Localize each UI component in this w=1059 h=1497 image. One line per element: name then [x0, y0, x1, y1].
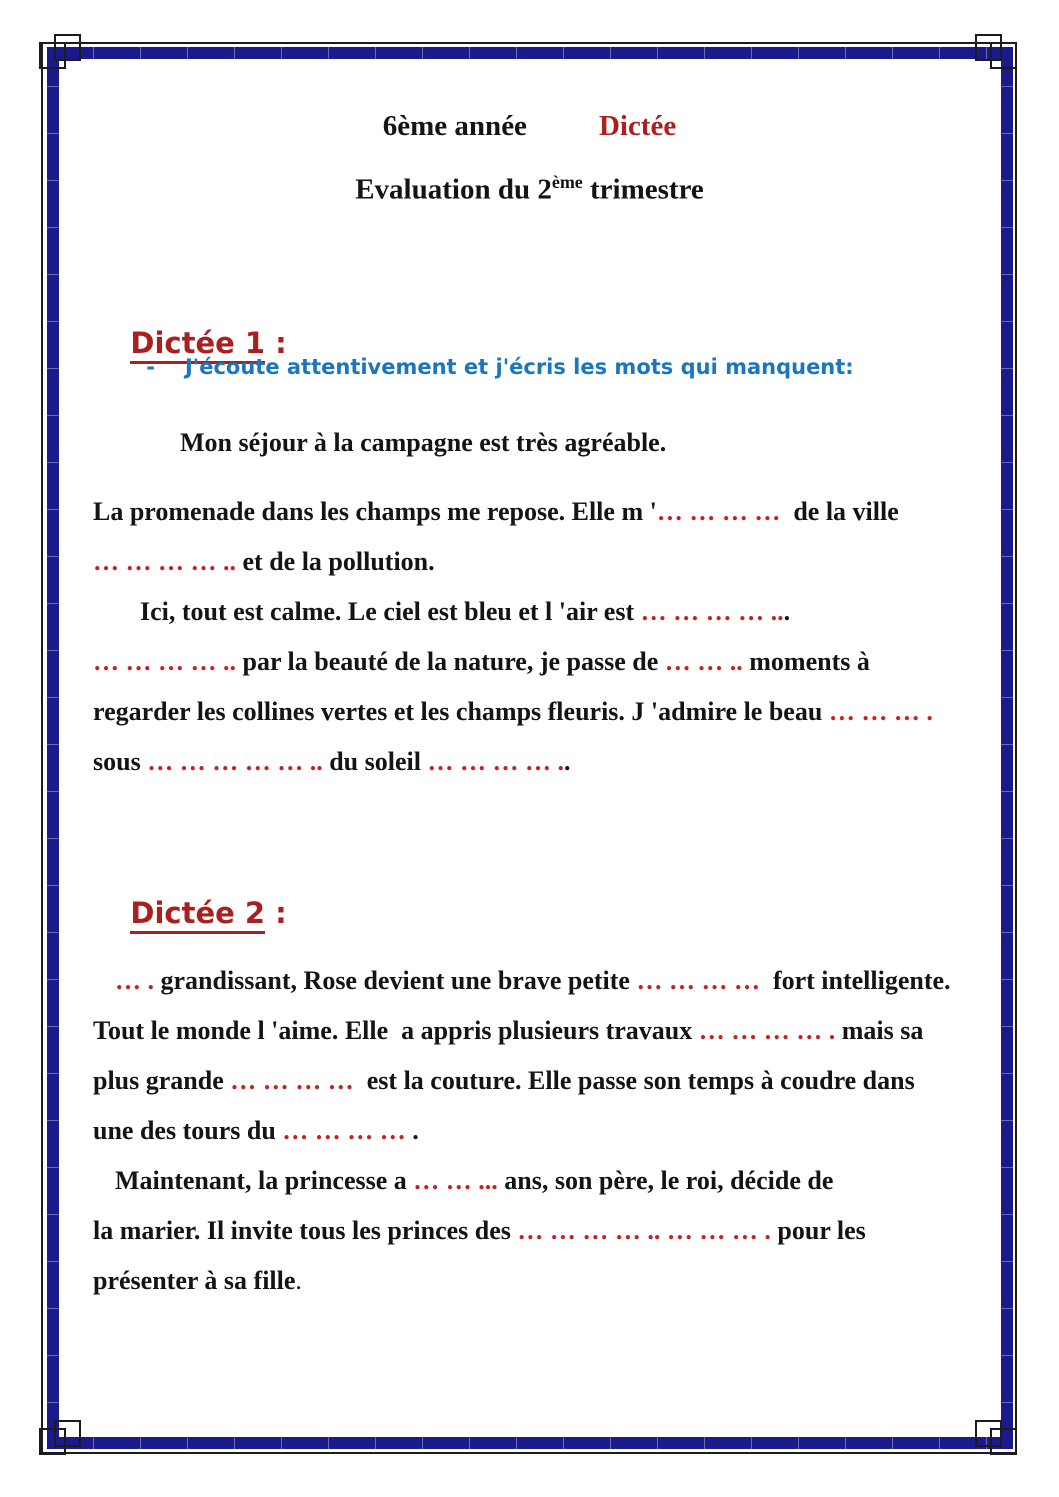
dictee1-instruction-text: J'écoute attentivement et j'écris les mots qui manquent: — [184, 355, 854, 379]
text-segment: du soleil — [322, 747, 428, 776]
border-corner-square-icon — [990, 1428, 1017, 1455]
page-border-band-left — [47, 47, 59, 1449]
text-segment: présenter à sa fille — [93, 1266, 296, 1295]
text-segment: . — [563, 747, 571, 776]
page-border-band-right — [1001, 47, 1013, 1449]
dictee2-heading-label: Dictée 2 — [130, 896, 265, 934]
blank-dots: … … … … . — [698, 1016, 836, 1045]
evaluation-subtitle — [0, 172, 1059, 207]
text-line — [93, 1006, 951, 1056]
border-corner-square-icon — [975, 1420, 1002, 1447]
text-line — [93, 1056, 951, 1106]
text-line — [93, 687, 933, 737]
blank-dots: … … … … — [282, 1116, 406, 1145]
text-line — [93, 1156, 951, 1206]
blank-dots: … … … … .. — [93, 547, 236, 576]
text-segment: . — [295, 1266, 302, 1295]
text-line — [93, 1256, 951, 1306]
text-segment: et de la pollution. — [236, 547, 435, 576]
evaluation-prefix: Evaluation du 2 — [355, 173, 552, 206]
text-line — [93, 737, 933, 787]
dictee2-heading-colon: : — [265, 896, 287, 930]
text-segment: une des tours du — [93, 1116, 283, 1145]
dictee1-paragraph — [93, 487, 933, 787]
text-segment: La promenade dans les champs me repose. Elle m ' — [93, 497, 657, 526]
text-line — [93, 487, 933, 537]
text-segment: mais sa — [835, 1016, 924, 1045]
list-dash: - — [146, 355, 155, 379]
text-line — [93, 587, 933, 637]
text-line — [93, 1206, 951, 1256]
text-segment: pour les — [770, 1216, 866, 1245]
text-segment: la marier. Il invite tous les princes des — [93, 1216, 518, 1245]
text-segment: plus grande — [93, 1066, 231, 1095]
blank-dots: … … … … .. — [93, 647, 236, 676]
text-segment: grandissant, Rose devient une brave petite — [160, 966, 637, 995]
blank-dots: … … … … — [636, 966, 760, 995]
blank-dots: … … … … — [230, 1066, 361, 1095]
text-segment: par la beauté de la nature, je passe de — [236, 647, 665, 676]
blank-dots: … … … … . — [427, 747, 564, 776]
text-segment: Tout le monde l 'aime. Elle a appris plusieurs travaux — [93, 1016, 699, 1045]
dictee2-paragraph — [93, 956, 951, 1306]
text-line — [93, 637, 933, 687]
text-segment: . — [783, 597, 791, 626]
text-segment: fort intelligente. — [759, 966, 951, 995]
text-segment: ans, son père, le roi, décide de — [497, 1166, 834, 1195]
text-segment: moments à — [742, 647, 870, 676]
text-segment: . — [405, 1116, 419, 1145]
border-corner-square-icon — [39, 42, 66, 69]
dictee1-instruction — [117, 331, 854, 403]
border-corner-square-icon — [54, 1420, 81, 1447]
page-border-band-bottom — [47, 1437, 1013, 1449]
border-corner-square-icon — [975, 34, 1002, 61]
dictee1-intro-sentence: Mon séjour à la campagne est très agréable. — [180, 428, 667, 457]
blank-dots: … … … … — [656, 497, 781, 526]
text-segment: Maintenant, la princesse a — [115, 1166, 414, 1195]
text-segment: de la ville — [780, 497, 899, 526]
border-corner-square-icon — [990, 42, 1017, 69]
dictee2-heading — [90, 862, 287, 964]
text-line — [93, 537, 933, 587]
dictee1-heading-colon: : — [265, 326, 287, 360]
blank-dots: … … … … … .. — [147, 747, 323, 776]
text-segment: Ici, tout est calme. Le ciel est bleu et l 'air est — [140, 597, 641, 626]
page-border-band-top — [47, 47, 1013, 59]
text-segment: sous — [93, 747, 148, 776]
blank-dots: … … … … .. … … … . — [517, 1216, 771, 1245]
document-title — [0, 110, 1059, 143]
text-line — [93, 1106, 951, 1156]
evaluation-suffix: trimestre — [582, 173, 704, 206]
subject-label: Dictée — [598, 110, 677, 142]
blank-dots: … … ... — [413, 1166, 498, 1195]
text-segment: est la couture. Elle passe son temps à coudre dans — [360, 1066, 915, 1095]
border-corner-square-icon — [54, 34, 81, 61]
blank-dots: … … … . — [828, 697, 933, 726]
dictee1-heading-label: Dictée 1 — [130, 326, 265, 364]
blank-dots: … … … … .. — [640, 597, 784, 626]
evaluation-superscript: ème — [551, 172, 583, 192]
blank-dots: … … .. — [664, 647, 743, 676]
blank-dots: … . — [115, 966, 161, 995]
border-corner-square-icon — [39, 1428, 66, 1455]
text-segment: regarder les collines vertes et les champs fleuris. J 'admire le beau — [93, 697, 829, 726]
text-line — [93, 956, 951, 1006]
grade-label: 6ème année — [382, 110, 527, 142]
